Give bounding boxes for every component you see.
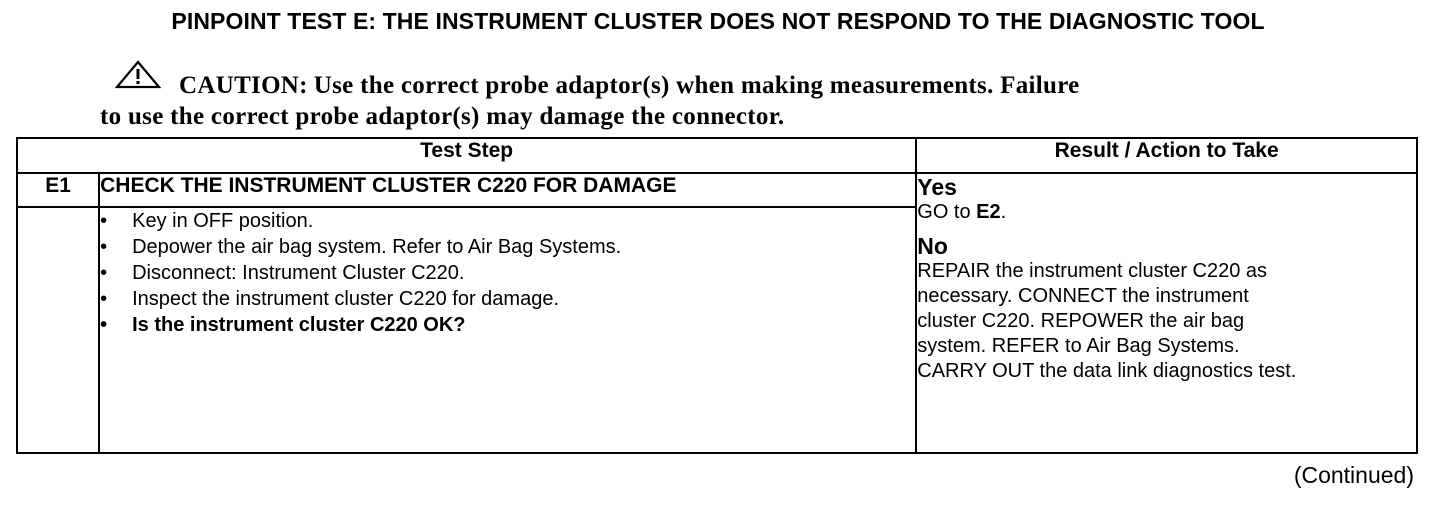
result-yes-text [917,200,1416,225]
result-no-line: necessary. CONNECT the instrument [917,285,1249,307]
result-no-line: cluster C220. REPOWER the air bag [917,310,1245,332]
list-item-text: Disconnect: Instrument Cluster C220. [132,262,465,284]
pinpoint-test-table [16,137,1418,454]
table-header-row [17,138,1417,173]
step-instructions [99,207,916,453]
warning-triangle-icon [115,66,161,94]
list-item-text: Depower the air bag system. Refer to Air Bag Systems. [132,236,622,258]
list-item [100,208,915,234]
bullet-icon: • [100,210,108,232]
result-no-label: No [917,233,948,259]
list-item-text: Key in OFF position. [132,210,314,232]
caution-line-1 [100,66,1340,101]
bullet-icon: • [100,236,108,258]
list-item [100,260,915,286]
list-item-text: Inspect the instrument cluster C220 for damage. [132,288,559,310]
header-result-action: Result / Action to Take [916,138,1417,173]
header-test-step: Test Step [17,138,916,173]
result-no-line: REPAIR the instrument cluster C220 as [917,260,1268,282]
step-bullet-list [100,208,915,338]
step-title-row [17,173,1417,207]
caution-label: CAUTION: [179,72,308,99]
caution-text-line-1: Use the correct probe adaptor(s) when making measurements. Failure [313,72,1080,99]
caution-notice [100,66,1340,132]
result-yes-target: E2 [976,201,1001,223]
continued-label: (Continued) [1293,462,1414,488]
result-yes-suffix: . [1000,201,1007,223]
result-yes-label: Yes [917,174,957,200]
step-id-blank [17,207,99,453]
list-item-text: Is the instrument cluster C220 OK? [132,314,466,336]
result-no-text [917,259,1416,384]
result-no-line: CARRY OUT the data link diagnostics test. [917,360,1297,382]
result-action-cell [916,173,1417,453]
list-item-question [100,312,915,338]
step-title: CHECK THE INSTRUMENT CLUSTER C220 FOR DAMAGE [99,173,916,207]
step-id: E1 [17,173,99,207]
bullet-icon: • [100,314,108,336]
bullet-icon: • [100,288,108,310]
bullet-icon: • [100,262,108,284]
page-title: PINPOINT TEST E: THE INSTRUMENT CLUSTER DOES NOT RESPOND TO THE DIAGNOSTIC TOOL [171,8,1265,34]
list-item [100,234,915,260]
list-item [100,286,915,312]
result-no-line: system. REFER to Air Bag Systems. [917,335,1240,357]
result-yes-prefix: GO to [917,201,977,223]
caution-text-line-2: to use the correct probe adaptor(s) may damage the connector. [100,103,785,130]
